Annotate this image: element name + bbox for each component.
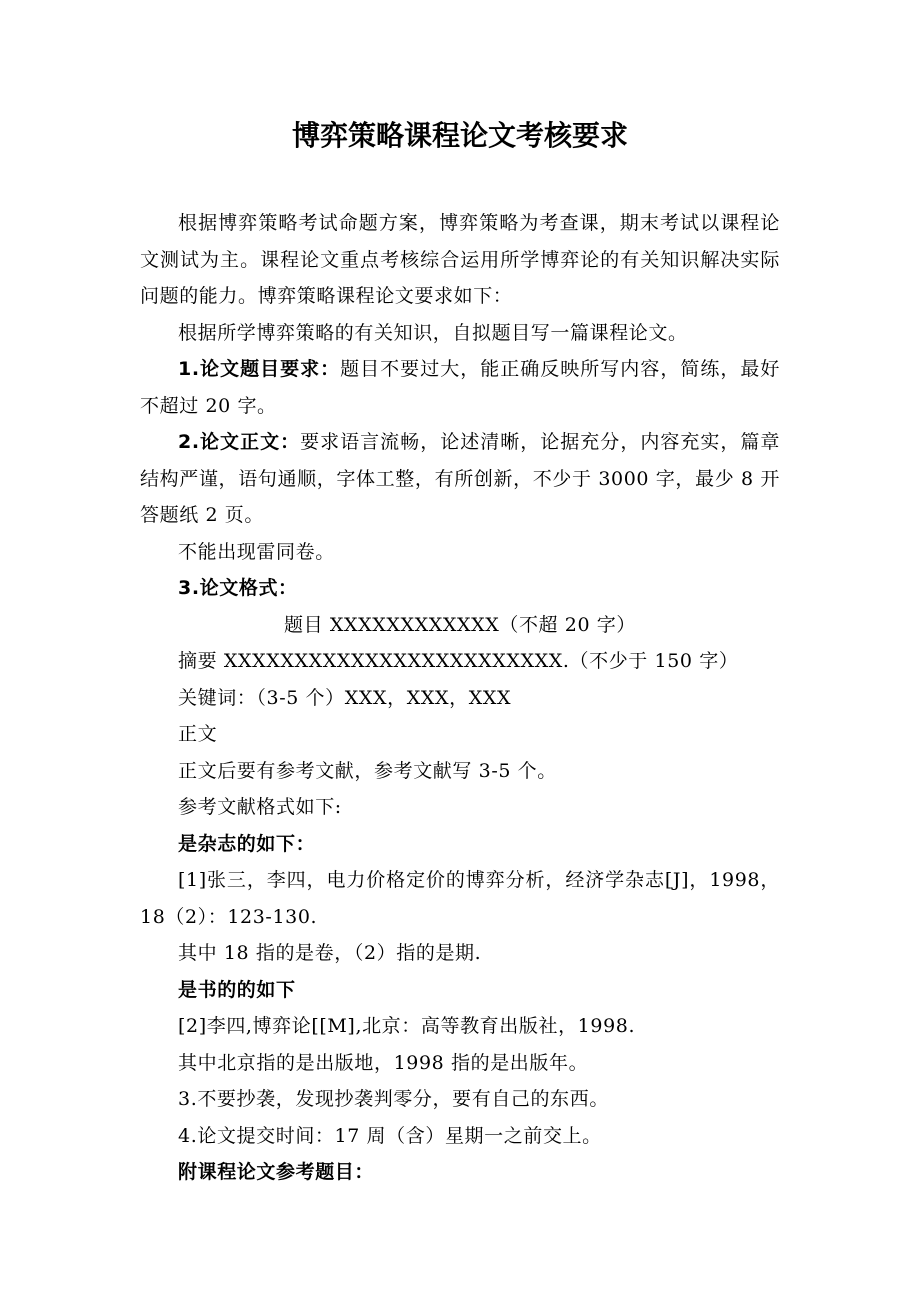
intro-paragraph: 根据博弈策略考试命题方案，博弈策略为考查课，期末考试以课程论文测试为主。课程论文重点考核综合运用所学博弈论的有关知识解决实际问题的能力。博弈策略课程论文要求如下： bbox=[140, 212, 780, 307]
requirement-2 bbox=[140, 424, 780, 534]
book-note: 其中北京指的是出版地，1998 指的是出版年。 bbox=[178, 1051, 589, 1074]
format-refs-count-line: 正文后要有参考文献，参考文献写 3-5 个。 bbox=[178, 759, 557, 782]
journal-section bbox=[140, 826, 780, 863]
task-paragraph: 根据所学博弈策略的有关知识，自拟题目写一篇课程论文。 bbox=[178, 321, 688, 344]
reference-format-intro: 参考文献格式如下: bbox=[178, 796, 342, 818]
appendix-label: 附课程论文参考题目： bbox=[178, 1161, 375, 1183]
journal-note: 其中 18 指的是卷，（2）指的是期. bbox=[178, 942, 482, 964]
journal-example: [1]张三，李四，电力价格定价的博弈分析，经济学杂志[J]，1998，18（2）：123-130. bbox=[140, 869, 780, 928]
appendix-section bbox=[140, 1154, 780, 1191]
requirement-2-text: 要求语言流畅，论述清晰，论据充分，内容充实，篇章结构严谨，语句通顺，字体工整，有所创新，不少于 3000 字，最少 8 开答题纸 2 页。 bbox=[140, 431, 781, 526]
journal-label: 是杂志的如下： bbox=[178, 832, 316, 855]
format-body-line: 正文 bbox=[178, 723, 218, 745]
rule-4: 4.论文提交时间：17 周（含）星期一之前交上。 bbox=[178, 1124, 602, 1147]
book-example: [2]李四,博弈论[[M],北京：高等教育出版社，1998. bbox=[178, 1015, 636, 1037]
format-abstract-line: 摘要 XXXXXXXXXXXXXXXXXXXXXXXX.（不少于 150 字） bbox=[178, 650, 739, 672]
requirement-1 bbox=[140, 351, 780, 424]
no-copy-note: 不能出现雷同卷。 bbox=[178, 540, 335, 563]
rule-3: 3.不要抄袭，发现抄袭判零分，要有自己的东西。 bbox=[178, 1088, 609, 1110]
book-label: 是书的的如下 bbox=[178, 978, 296, 1001]
document-body bbox=[140, 205, 780, 1191]
requirement-1-text: 题目不要过大，能正确反映所写内容，简练，最好不超过 20 字。 bbox=[140, 358, 780, 417]
requirement-3 bbox=[140, 570, 780, 607]
format-keywords-line: 关键词：（3-5 个）XXX，XXX，XXX bbox=[178, 686, 512, 709]
requirement-3-label: 3.论文格式： bbox=[178, 577, 298, 599]
book-section bbox=[140, 972, 780, 1009]
format-title-line: 题目 XXXXXXXXXXXX（不超 20 字） bbox=[283, 613, 636, 636]
requirement-2-label: 2.论文正文： bbox=[178, 431, 301, 453]
requirement-1-label: 1.论文题目要求： bbox=[178, 358, 341, 380]
page-title: 博弈策略课程论文考核要求 bbox=[291, 119, 628, 152]
